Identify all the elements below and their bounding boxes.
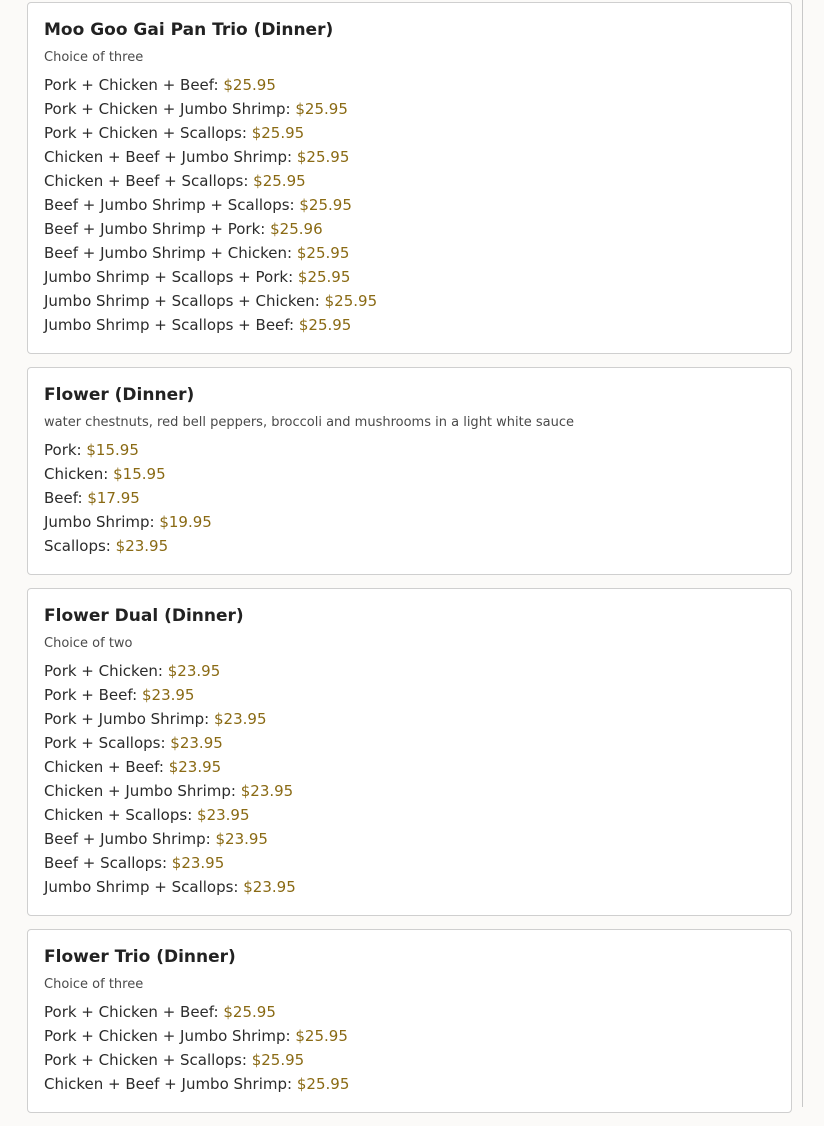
item-label: Jumbo Shrimp + Scallops + Beef: (44, 316, 295, 334)
price-item (44, 313, 775, 337)
price-item (44, 707, 775, 731)
price-item (44, 827, 775, 851)
item-label: Chicken + Beef + Jumbo Shrimp: (44, 148, 293, 166)
item-price: $25.95 (251, 124, 305, 142)
menu-section-card (27, 2, 792, 354)
item-price: $15.95 (113, 465, 166, 483)
item-price: $25.95 (223, 76, 276, 94)
item-price: $25.95 (299, 196, 352, 214)
section-description: Choice of three (44, 977, 144, 992)
item-label: Pork + Chicken + Scallops: (44, 1051, 247, 1069)
item-price: $25.96 (270, 220, 323, 238)
price-list (44, 659, 775, 899)
price-item (44, 265, 775, 289)
item-label: Pork + Chicken + Beef: (44, 76, 219, 94)
item-label: Chicken + Beef + Scallops: (44, 172, 249, 190)
item-label: Jumbo Shrimp + Scallops: (44, 878, 239, 896)
item-price: $17.95 (87, 489, 140, 507)
item-label: Beef + Jumbo Shrimp + Pork: (44, 220, 266, 238)
price-item (44, 779, 775, 803)
price-item (44, 755, 775, 779)
price-item (44, 486, 775, 510)
price-item (44, 1000, 775, 1024)
item-label: Pork + Chicken + Jumbo Shrimp: (44, 1027, 291, 1045)
price-item (44, 289, 775, 313)
item-label: Pork + Chicken + Beef: (44, 1003, 219, 1021)
price-item (44, 145, 775, 169)
item-price: $25.95 (295, 100, 348, 118)
price-item (44, 683, 775, 707)
price-item (44, 193, 775, 217)
price-item (44, 875, 775, 899)
item-label: Pork + Chicken + Jumbo Shrimp: (44, 100, 291, 118)
item-label: Pork + Chicken: (44, 662, 163, 680)
item-label: Scallops: (44, 537, 111, 555)
price-item (44, 217, 775, 241)
item-label: Pork + Jumbo Shrimp: (44, 710, 210, 728)
item-label: Beef + Jumbo Shrimp: (44, 830, 211, 848)
section-title: Flower Trio (Dinner) (44, 947, 236, 967)
price-list (44, 1000, 775, 1096)
price-item (44, 1048, 775, 1072)
item-price: $23.95 (240, 782, 294, 800)
item-label: Pork + Scallops: (44, 734, 166, 752)
item-price: $19.95 (159, 513, 212, 531)
item-price: $25.95 (298, 316, 352, 334)
item-price: $23.95 (141, 686, 195, 704)
price-item (44, 169, 775, 193)
item-price: $15.95 (86, 441, 139, 459)
price-list (44, 438, 775, 558)
price-item (44, 1072, 775, 1096)
section-description: Choice of three (44, 50, 144, 65)
item-price: $23.95 (115, 537, 169, 555)
item-price: $25.95 (324, 292, 378, 310)
item-label: Beef + Jumbo Shrimp + Scallops: (44, 196, 295, 214)
section-title: Moo Goo Gai Pan Trio (Dinner) (44, 20, 334, 40)
section-title: Flower (Dinner) (44, 385, 195, 405)
item-label: Pork + Chicken + Scallops: (44, 124, 247, 142)
item-price: $25.95 (253, 172, 306, 190)
item-price: $25.95 (296, 148, 350, 166)
price-item (44, 659, 775, 683)
item-label: Beef: (44, 489, 83, 507)
item-label: Jumbo Shrimp + Scallops + Pork: (44, 268, 294, 286)
price-item (44, 462, 775, 486)
price-item (44, 97, 775, 121)
price-list (44, 73, 775, 337)
section-title: Flower Dual (Dinner) (44, 606, 244, 626)
menu-list (27, 2, 792, 1126)
item-label: Jumbo Shrimp: (44, 513, 155, 531)
item-price: $25.95 (251, 1051, 305, 1069)
item-price: $23.95 (214, 710, 267, 728)
item-label: Beef + Jumbo Shrimp + Chicken: (44, 244, 293, 262)
price-item (44, 534, 775, 558)
price-item (44, 1024, 775, 1048)
item-price: $23.95 (170, 734, 223, 752)
scroll-region-divider (802, 0, 803, 1107)
item-label: Chicken + Beef: (44, 758, 164, 776)
menu-section-card (27, 367, 792, 575)
section-description: water chestnuts, red bell peppers, broccoli and mushrooms in a light white sauce (44, 415, 574, 430)
price-item (44, 803, 775, 827)
item-price: $23.95 (167, 662, 221, 680)
price-item (44, 510, 775, 534)
item-label: Chicken + Scallops: (44, 806, 193, 824)
item-label: Beef + Scallops: (44, 854, 167, 872)
item-price: $25.95 (295, 1027, 348, 1045)
price-item (44, 438, 775, 462)
item-price: $23.95 (215, 830, 268, 848)
item-label: Chicken + Jumbo Shrimp: (44, 782, 236, 800)
item-price: $23.95 (197, 806, 250, 824)
item-price: $23.95 (243, 878, 296, 896)
item-label: Pork + Beef: (44, 686, 138, 704)
section-description: Choice of two (44, 636, 133, 651)
item-price: $23.95 (168, 758, 222, 776)
price-item (44, 73, 775, 97)
item-price: $25.95 (223, 1003, 276, 1021)
item-price: $25.95 (296, 244, 350, 262)
item-label: Pork: (44, 441, 82, 459)
item-price: $25.95 (296, 1075, 350, 1093)
item-label: Chicken: (44, 465, 109, 483)
menu-section-card (27, 929, 792, 1113)
price-item (44, 241, 775, 265)
item-label: Jumbo Shrimp + Scallops + Chicken: (44, 292, 320, 310)
price-item (44, 851, 775, 875)
price-item (44, 121, 775, 145)
item-label: Chicken + Beef + Jumbo Shrimp: (44, 1075, 293, 1093)
menu-section-card (27, 588, 792, 916)
item-price: $23.95 (171, 854, 225, 872)
price-item (44, 731, 775, 755)
item-price: $25.95 (297, 268, 351, 286)
